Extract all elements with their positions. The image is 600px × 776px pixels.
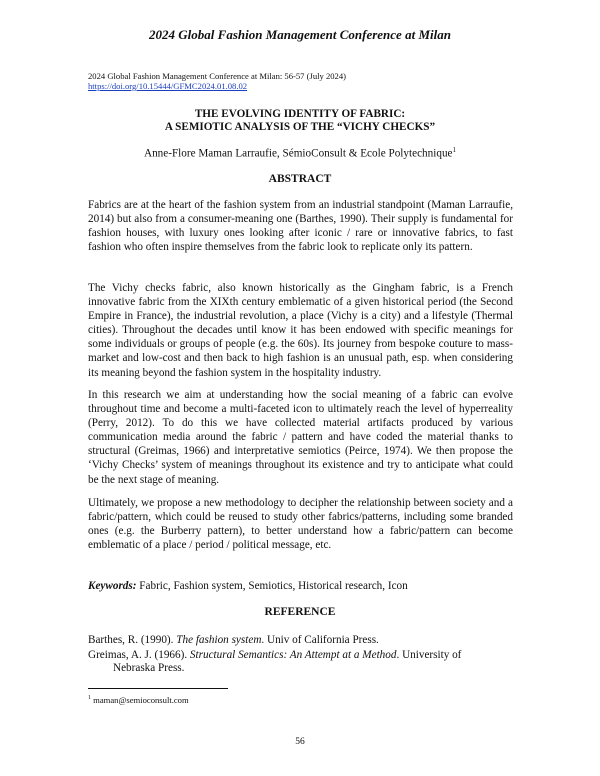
author-footnote-mark: 1 bbox=[452, 146, 456, 154]
abstract-paragraph-1: Fabrics are at the heart of the fashion system from an industrial standpoint (Maman Larraufie, 2014) but also from a consumer-meaning one (Barthes, 1990). Their supply is fundamental for fashion houses, with luxury ones looking after iconic / rare or innovative fabrics, to fast fashion who often inspire themselves from the fabric look to replicate only its pattern. bbox=[88, 199, 513, 254]
abstract-paragraph-3: In this research we aim at understanding how the social meaning of a fabric can evolve throughout time and become a multi-faceted icon to ultimately reach the level of hyperreality (Perry, 2012). To do this we have collected material artifacts produced by various communication media around the fabric / pattern and have coded the material thanks to structural (Greimas, 1966) and interpretative semiotics (Peirce, 1974). We then propose the ‘Vichy Checks’ system of meanings throughout its existence and try to anticipate what could be the next stage of meaning. bbox=[88, 389, 513, 486]
reference-publisher: . University of bbox=[396, 649, 462, 661]
paper-title bbox=[0, 108, 600, 134]
keywords-label: Keywords: bbox=[88, 580, 137, 592]
doi-link[interactable]: https://doi.org/10.15444/GFMC2024.01.08.02 bbox=[88, 81, 248, 91]
keywords-text: Fabric, Fashion system, Semiotics, Historical research, Icon bbox=[139, 580, 408, 592]
reference-item bbox=[88, 633, 513, 647]
reference-heading: REFERENCE bbox=[264, 606, 336, 618]
keywords-line bbox=[88, 580, 408, 592]
footnote-email: maman@semioconsult.com bbox=[93, 695, 189, 705]
reference-author: Greimas, A. J. (1966). bbox=[88, 649, 190, 661]
author-names: Anne-Flore Maman Larraufie, SémioConsult & Ecole Polytechnique bbox=[143, 147, 453, 160]
author-line bbox=[0, 146, 600, 160]
abstract-heading: ABSTRACT bbox=[268, 173, 332, 185]
paper-title-line1: THE EVOLVING IDENTITY OF FABRIC: bbox=[194, 108, 406, 120]
reference-item bbox=[88, 648, 513, 662]
reference-title: Structural Semantics: An Attempt at a Method bbox=[189, 649, 397, 661]
reference-publisher: . Univ of California Press. bbox=[261, 634, 379, 646]
citation-line: 2024 Global Fashion Management Conference at Milan: 56-57 (July 2024) bbox=[88, 71, 346, 81]
reference-title: The fashion system bbox=[176, 634, 262, 646]
paper-title-line2: A SEMIOTIC ANALYSIS OF THE “VICHY CHECKS” bbox=[164, 121, 436, 133]
footnote bbox=[88, 695, 189, 705]
conference-header: 2024 Global Fashion Management Conference at Milan bbox=[149, 27, 451, 42]
abstract-paragraph-2: The Vichy checks fabric, also known historically as the Gingham fabric, is a French innovative fabric from the XIXth century emblematic of a given historical period (the Second Empire in France), the industrial revolution, a place (Vichy is a city) and a lifestyle (Thermal cities). Throughout the decades until know it has been endowed with specific meanings for some individuals or groups of people (e.g. the 60s). Its journey from bespoke couture to mass-market and low-cost and then back to high fashion is an unusual path, esp. when considering its meaning beyond the fashion system in the hospitality industry. bbox=[88, 282, 513, 379]
abstract-paragraph-4: Ultimately, we propose a new methodology to decipher the relationship between society and a fabric/pattern, which could be reused to study other fabrics/patterns, including some branded ones (e.g. the Burberry pattern), to better understand how a fabric/pattern can become emblematic of a place / period / political message, etc. bbox=[88, 497, 513, 552]
footnote-divider bbox=[88, 688, 228, 689]
reference-continuation: Nebraska Press. bbox=[113, 662, 185, 674]
page-number: 56 bbox=[295, 737, 305, 747]
footnote-mark: 1 bbox=[88, 695, 91, 702]
reference-author: Barthes, R. (1990). bbox=[88, 634, 177, 646]
